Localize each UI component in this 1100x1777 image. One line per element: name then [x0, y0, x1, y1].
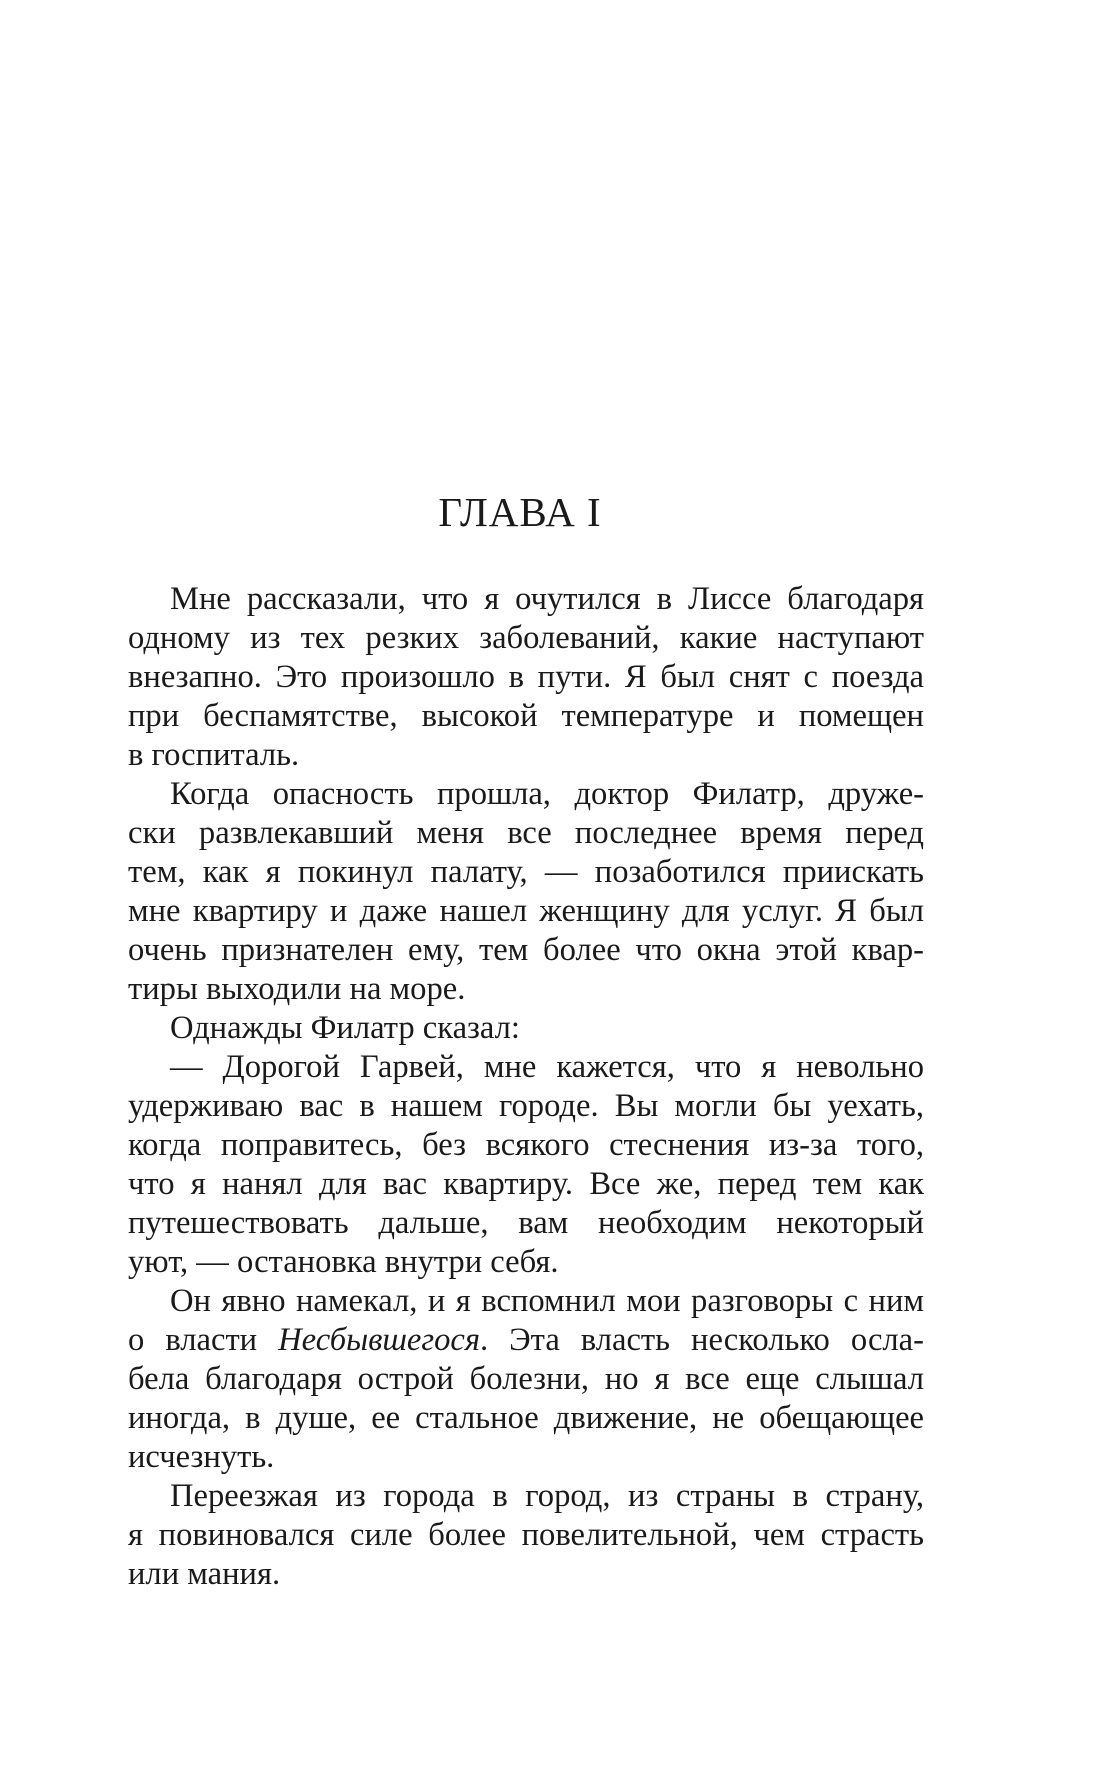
chapter-text: [128, 580, 924, 1594]
text-line: Мне рассказали, что я очутился в Лиссе благодаря: [170, 581, 924, 617]
text-line: когда поправитесь, без всякого стеснения из-за того,: [128, 1127, 924, 1163]
text-line: или мания.: [128, 1556, 281, 1592]
text-line: [128, 1321, 924, 1360]
italic-term: Несбывшегося: [278, 1322, 480, 1358]
text-line: я повиновался силе более повелительной, чем страсть: [128, 1517, 924, 1553]
text-line: очень признателен ему, тем более что окна этой квар-: [128, 932, 924, 968]
text-line: Он явно намекал, и я вспомнил мои разговоры с ним: [170, 1283, 924, 1319]
text-line: внезапно. Это произошло в пути. Я был снят с поезда: [128, 659, 924, 695]
text-line: — Дорогой Гарвей, мне кажется, что я невольно: [170, 1049, 924, 1085]
text-line: Переезжая из города в город, из страны в страну,: [170, 1478, 924, 1514]
text-line: иногда, в душе, ее стальное движение, не обещающее: [128, 1400, 924, 1436]
text-line: тиры выходили на море.: [128, 971, 466, 1007]
chapter-title: ГЛАВА I: [438, 489, 602, 535]
text-fragment: . Эта власть несколько осла-: [480, 1322, 924, 1358]
text-fragment: о власти: [128, 1322, 279, 1358]
text-line: бела благодаря острой болезни, но я все еще слышал: [128, 1361, 924, 1397]
text-line: мне квартиру и даже нашел женщину для услуг. Я был: [128, 893, 924, 929]
text-line: тем, как я покинул палату, — позаботился приискать: [128, 854, 924, 890]
text-line: в госпиталь.: [128, 737, 300, 773]
text-line: Когда опасность прошла, доктор Филатр, друже-: [170, 776, 924, 812]
text-line: исчезнуть.: [128, 1439, 275, 1475]
text-line: ски развлекавший меня все последнее время перед: [128, 815, 924, 851]
text-line: одному из тех резких заболеваний, какие наступают: [128, 620, 924, 656]
text-line: уют, — остановка внутри себя.: [128, 1244, 559, 1280]
text-line: Однажды Филатр сказал:: [170, 1010, 520, 1046]
text-line: при беспамятстве, высокой температуре и помещен: [128, 698, 924, 734]
text-line: путешествовать дальше, вам необходим некоторый: [128, 1205, 924, 1241]
text-line: что я нанял для вас квартиру. Все же, перед тем как: [128, 1166, 924, 1202]
text-line: удерживаю вас в нашем городе. Вы могли бы уехать,: [128, 1088, 924, 1124]
